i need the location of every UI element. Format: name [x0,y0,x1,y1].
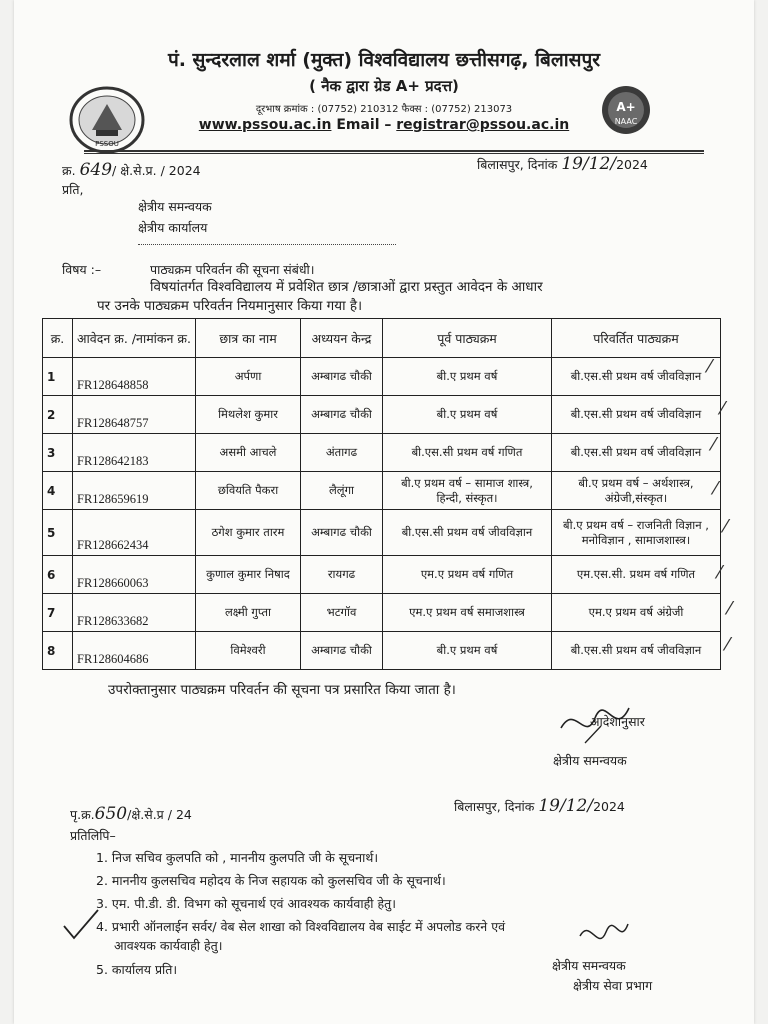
check-mark: ⁄ [718,562,722,583]
check-mark: ⁄ [726,634,730,655]
table-row [43,472,721,510]
cell-changed: बी.ए प्रथम वर्ष – अर्थशास्त्र, अंग्रेजी,संस्कृत। [552,472,721,510]
copy-item [96,849,378,866]
tick-mark-icon [62,908,102,942]
cell-sn: 2 [43,396,73,434]
cell-student: अर्पणा [196,358,301,396]
header-application: आवेदन क्र. /नामांकन क्र. [73,319,196,358]
copy-item [96,918,505,935]
table-row [43,358,721,396]
cell-student: मिथलेश कुमार [196,396,301,434]
cell-application: FR128648757 [73,396,196,434]
table-row [43,396,721,434]
cell-previous: बी.ए प्रथम वर्ष – सामाज शास्त्र, हिन्दी, संस्कृत। [383,472,552,510]
table-row [43,594,721,632]
dotted-rule [138,244,396,245]
cell-student: कुणाल कुमार निषाद [196,556,301,594]
cell-previous: बी.ए प्रथम वर्ष [383,396,552,434]
cell-centre: अम्बागढ चौकी [301,358,383,396]
copy-date-line [454,796,625,816]
cell-changed: बी.एस.सी प्रथम वर्ष जीवविज्ञान [552,358,721,396]
cell-sn: 3 [43,434,73,472]
cell-centre: अंतागढ [301,434,383,472]
check-mark: ⁄ [721,398,725,419]
header-changed: परिवर्तित पाठ्यक्रम [552,319,721,358]
website-link[interactable]: www.pssou.ac.in [198,117,332,133]
date-handwritten: 19/12/ [561,154,617,174]
naac-text: NAAC [614,117,638,126]
copy-item-text: माननीय कुलसचिव महोदय के निज सहायक को कुलसचिव जी के सूचनार्थ। [111,873,446,888]
closing-signatory: क्षेत्रीय समन्वयक [553,753,627,768]
check-mark: ⁄ [712,434,716,455]
copy-ref-number: 650 [94,804,128,824]
header-centre: अध्ययन केन्द्र [301,319,383,358]
recipient-line-1: क्षेत्रीय समन्वयक [138,199,212,214]
check-mark: ⁄ [714,478,718,499]
copy-date-label: बिलासपुर, दिनांक [454,799,535,814]
cell-changed: बी.एस.सी प्रथम वर्ष जीवविज्ञान [552,632,721,670]
copy-item-number: 5. [96,962,108,977]
cell-sn: 1 [43,358,73,396]
cell-student: छवियति पैकरा [196,472,301,510]
cell-student: ठगेश कुमार तारम [196,510,301,556]
signature-scribble [572,916,632,956]
header-previous: पूर्व पाठ्यक्रम [383,319,552,358]
table-row [43,510,721,556]
copy-item-number: 2. [96,873,108,888]
copy-date-handwritten: 19/12/ [538,796,594,816]
body-line-1: विषयांतर्गत विश्वविद्यालय में प्रवेशित छात्र /छात्राओं द्वारा प्रस्तुत आवेदन के आधार [150,279,543,295]
copy-item-text: कार्यालय प्रति। [111,962,178,977]
subject-label: विषय :– [62,262,102,277]
email-link[interactable]: registrar@pssou.ac.in [396,117,570,133]
to-label: प्रति, [62,182,84,197]
copy-item-text: प्रभारी ऑनलाईन सर्वर/ वेब सेल शाखा को विश्वविद्यालय वेब साईट में अपलोड करने एवं [111,919,506,934]
copy-label: प्रतिलिपि– [70,828,116,843]
cell-centre: अम्बागढ चौकी [301,510,383,556]
cell-application: FR128659619 [73,472,196,510]
cell-previous: बी.एस.सी प्रथम वर्ष गणित [383,434,552,472]
recipient-line-2: क्षेत्रीय कार्यालय [138,220,208,235]
date-line [477,154,648,174]
header-sn: क्र. [43,319,73,358]
cell-previous: बी.एस.सी प्रथम वर्ष जीवविज्ञान [383,510,552,556]
phone-fax-line: दूरभाष क्रमांक : (07752) 210312 फैक्स : (07752) 213073 [255,104,513,115]
course-change-table [42,318,721,670]
cell-centre: भटगॉव [301,594,383,632]
body-line-2: पर उनके पाठ्यक्रम परिवर्तन नियमानुसार किया गया है। [97,298,363,314]
ref-line [62,160,201,180]
cell-changed: बी.एस.सी प्रथम वर्ष जीवविज्ञान [552,396,721,434]
cell-student: असमी आचले [196,434,301,472]
cell-application: FR128648858 [73,358,196,396]
copy-item-number: 4. [96,919,108,934]
cell-changed: बी.एस.सी प्रथम वर्ष जीवविज्ञान [552,434,721,472]
cell-application: FR128642183 [73,434,196,472]
cell-student: लक्ष्मी गुप्ता [196,594,301,632]
check-mark: ⁄ [724,516,728,537]
date-year: 2024 [616,157,648,172]
cell-centre: अम्बागढ चौकी [301,632,383,670]
ref-suffix: / क्षे.से.प्र. / 2024 [112,163,201,178]
copy-item-text: निज सचिव कुलपति को , माननीय कुलपति जी के सूचनार्थ। [111,850,379,865]
copy-date-year: 2024 [593,799,625,814]
naac-grade-text: A+ [616,100,636,114]
copy-ref-line [70,804,192,824]
copy-item [96,872,446,889]
cell-sn: 5 [43,510,73,556]
university-name: पं. सुन्दरलाल शर्मा (मुक्त) विश्वविद्यालय छत्तीसगढ़, बिलासपुर [167,49,601,71]
copy-item [96,895,396,912]
cell-application: FR128662434 [73,510,196,556]
cell-application: FR128633682 [73,594,196,632]
table-row [43,632,721,670]
copy-signatory-1: क्षेत्रीय समन्वयक [552,958,626,973]
cell-centre: रायगढ [301,556,383,594]
copy-item [114,937,223,954]
copy-item-number: 1. [96,850,108,865]
web-email-line [0,117,768,133]
cell-student: विमेश्वरी [196,632,301,670]
copy-item-text: आवश्यक कार्यवाही हेतु। [114,938,223,953]
cell-application: FR128660063 [73,556,196,594]
cell-changed: एम.एस.सी. प्रथम वर्ष गणित [552,556,721,594]
email-label: Email – [336,117,392,133]
cell-previous: बी.ए प्रथम वर्ष [383,632,552,670]
table-row [43,434,721,472]
cell-centre: लैलूंगा [301,472,383,510]
closing-notice: उपरोक्तानुसार पाठ्यक्रम परिवर्तन की सूचना पत्र प्रसारित किया जाता है। [108,682,456,698]
cell-sn: 7 [43,594,73,632]
logo-left-text: PSSOU [95,140,119,148]
cell-application: FR128604686 [73,632,196,670]
cell-changed: एम.ए प्रथम वर्ष अंग्रेजी [552,594,721,632]
check-mark: ⁄ [708,356,712,377]
copy-ref-suffix: /क्षे.से.प्र / 24 [127,807,192,822]
header-rule [84,150,704,152]
order-text: आदेशानुसार [590,714,645,729]
check-mark: ⁄ [728,598,732,619]
cell-centre: अम्बागढ चौकी [301,396,383,434]
cell-previous: एम.ए प्रथम वर्ष गणित [383,556,552,594]
copy-item-text: एम. पी.डी. डी. विभग को सूचनार्थ एवं आवश्यक कार्यवाही हेतु। [111,896,396,911]
subject-text: पाठ्यक्रम परिवर्तन की सूचना संबंधी। [150,262,315,277]
cell-sn: 4 [43,472,73,510]
date-label: बिलासपुर, दिनांक [477,157,558,172]
naac-grade-line: ( नैक द्वारा ग्रेड A+ प्रदत्त) [309,77,459,95]
cell-sn: 8 [43,632,73,670]
copy-item [96,961,177,978]
cell-previous: बी.ए प्रथम वर्ष [383,358,552,396]
copy-signatory-2: क्षेत्रीय सेवा प्रभाग [573,978,653,993]
ref-number: 649 [79,160,113,180]
cell-sn: 6 [43,556,73,594]
copy-ref-prefix: पृ.क्र. [70,807,95,822]
table-row [43,556,721,594]
cell-previous: एम.ए प्रथम वर्ष समाजशास्त्र [383,594,552,632]
header-student: छात्र का नाम [196,319,301,358]
table-header-row [43,319,721,358]
ref-prefix: क्र. [62,163,76,178]
copy-item-number: 3. [96,896,108,911]
cell-changed: बी.ए प्रथम वर्ष – राजनिती विज्ञान , मनोविज्ञान , सामाजशास्त्र। [552,510,721,556]
